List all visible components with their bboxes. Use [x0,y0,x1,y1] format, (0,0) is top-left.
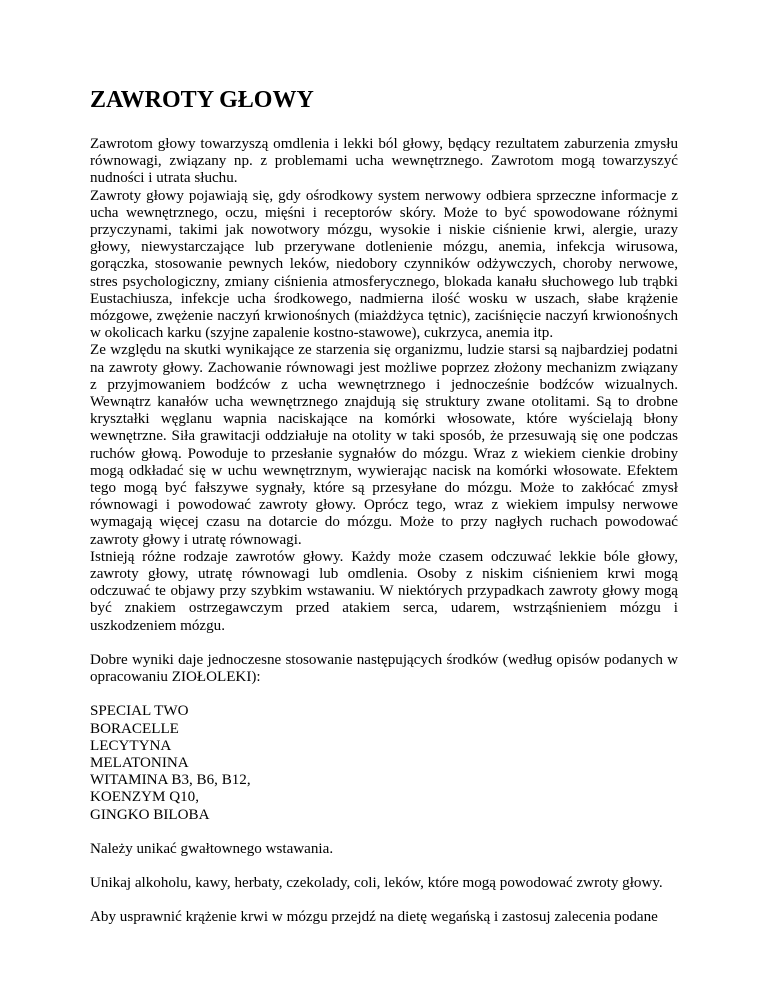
advice-standing: Należy unikać gwałtownego wstawania. [90,840,334,857]
advice-avoid: Unikaj alkoholu, kawy, herbaty, czekolady, coli, leków, które mogą powodować zwroty głowy. [90,874,663,891]
paragraph-2: Zawroty głowy pojawiają się, gdy ośrodkowy system nerwowy odbiera sprzeczne informacje z ucha wewnętrznego, oczu, mięśni i receptorów skóry. Może to być spowodowane różnymi przyczynami, takimi jak nowotwory mózgu, wysokie i niskie ciśnienie krwi, alergie, urazy głowy, niewystarczające lub przerywane dotlenienie mózgu, anemia, infekcja wirusowa, gorączka, stosowanie pewnych leków, niedobory czynników odżywczych, choroby nerwowe, stres psychologiczny, zmiany ciśnienia atmosferycznego, blokada kanału słuchowego lub trąbki Eustachiusza, infekcje ucha środkowego, nadmierna ilość wosku w uszach, słabe krążenie mózgowe, zwężenie naczyń krwionośnych (miażdżyca tętnic), zaciśnięcie naczyń krwionośnych w okolicach karku (szyjne zapalenie kostno-stawowe), cukrzyca, anemia itp. [90,187,678,342]
remedy-item: BORACELLE [90,720,179,737]
intro-text [90,136,678,635]
remedy-item: GINGKO BILOBA [90,806,210,823]
paragraph-4: Istnieją różne rodzaje zawrotów głowy. Każdy może czasem odczuwać lekkie bóle głowy, zawroty głowy, utratę równowagi lub omdlenia. Osoby z niskim ciśnieniem krwi mogą odczuwać te objawy przy szybkim wstawaniu. W niektórych przypadkach zawroty głowy mogą być znakiem ostrzegawczym przed atakiem serca, udarem, wstrząśnieniem mózgu i uszkodzeniem mózgu. [90,548,678,634]
remedies-intro: Dobre wyniki daje jednoczesne stosowanie następujących środków (według opisów podanych w opracowaniu ZIOŁOLEKI): [90,651,678,686]
remedies-list [90,703,678,823]
paragraph-3: Ze względu na skutki wynikające ze starzenia się organizmu, ludzie starsi są najbardziej podatni na zawroty głowy. Zachowanie równowagi jest możliwe poprzez złożony mechanizm związany z przyjmowaniem bodźców z ucha wewnętrznego i jednocześnie bodźców wizualnych. Wewnątrz kanałów ucha wewnętrznego znajdują się struktury zwane otolitami. Są to drobne kryształki węglanu wapnia naciskające na komórki włosowate, które wyścielają błony wewnętrzne. Siła grawitacji oddziałuje na otolity w taki sposób, że przesuwają się one podczas ruchów głową. Powoduje to przesłanie sygnałów do mózgu. Wraz z wiekiem cienkie drobiny mogą odkładać się w uchu wewnętrznym, wywierając nacisk na komórki włosowate. Efektem tego mogą być fałszywe sygnały, które są przesyłane do mózgu. Może to zakłócać zmysł równowagi i powodować zawroty głowy. Oprócz tego, wraz z wiekiem impulsy nerwowe wymagają więcej czasu na dotarcie do mózgu. Może to przy nagłych ruchach powodować zawroty głowy i utratę równowagi. [90,342,678,548]
remedy-item: WITAMINA B3, B6, B12, [90,772,251,789]
paragraph-1: Zawrotom głowy towarzyszą omdlenia i lekki ból głowy, będący rezultatem zaburzenia zmysłu równowagi, związany np. z problemami ucha wewnętrznego. Zawrotom mogą towarzyszyć nudności i utrata słuchu. [90,136,678,187]
remedy-item: MELATONINA [90,754,189,771]
document-title: ZAWROTY GŁOWY [90,87,314,113]
advice-diet: Aby usprawnić krążenie krwi w mózgu przejdź na dietę wegańską i zastosuj zalecenia podane [90,909,658,926]
remedy-item: KOENZYM Q10, [90,789,200,806]
document-page [90,86,678,926]
remedy-item: SPECIAL TWO [90,703,189,720]
remedy-item: LECYTYNA [90,737,172,754]
